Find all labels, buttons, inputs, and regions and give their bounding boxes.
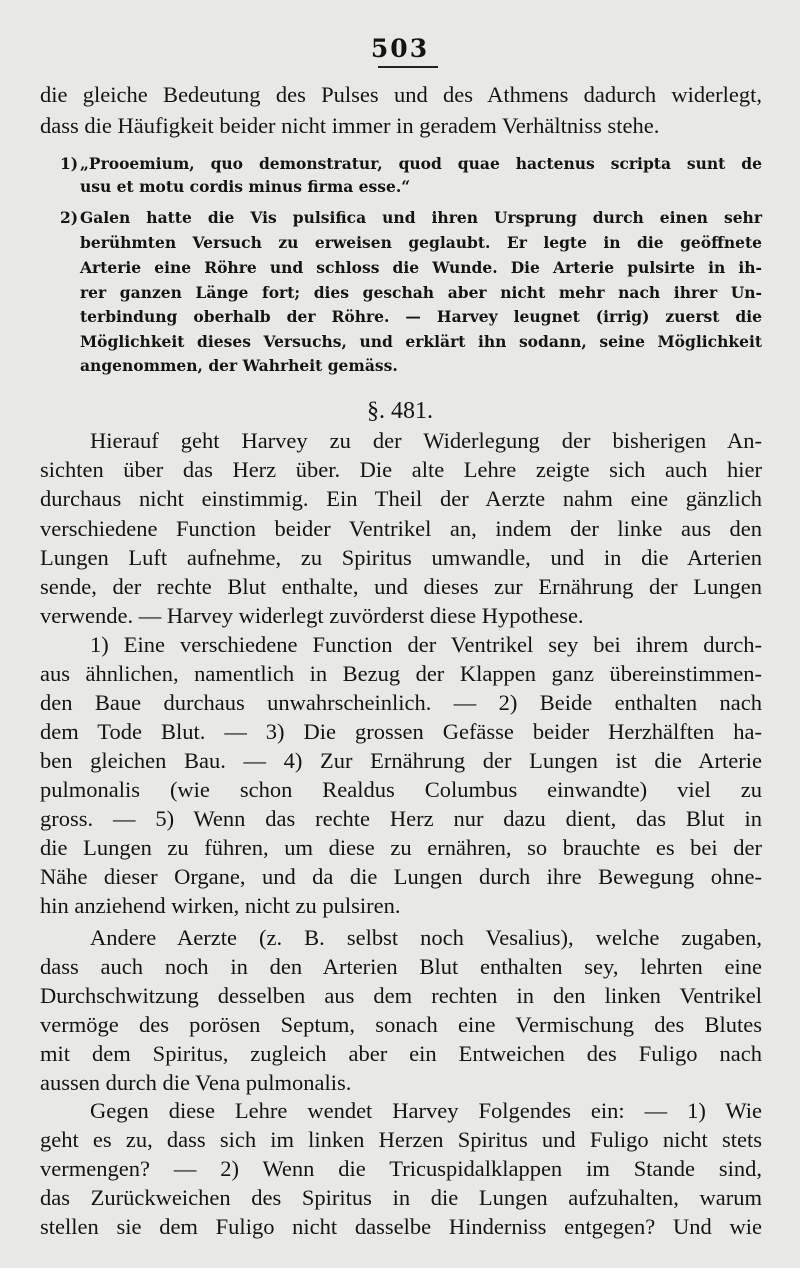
footnote-line: Galen hatte die Vis pulsifica und ihren Ursprung durch einen sehr: [80, 208, 762, 227]
footnote-line: berühmten Versuch zu erweisen geglaubt. Er legte in die geöffnete: [80, 233, 762, 252]
footnote-line: rer ganzen Länge fort; dies geschah aber nicht mehr nach ihrer Un-: [80, 283, 762, 302]
text-line: durchaus nicht einstimmig. Ein Theil der Aerzte nahm eine gänzlich: [40, 486, 762, 511]
text-line: dass auch noch in den Arterien Blut enthalten sey, lehrten eine: [40, 954, 762, 979]
text-line: Hierauf geht Harvey zu der Widerlegung der bisherigen An-: [90, 428, 762, 453]
text-line: geht es zu, dass sich im linken Herzen Spiritus und Fuligo nicht stets: [40, 1127, 762, 1152]
text-line: vermengen? — 2) Wenn die Tricuspidalklappen im Stande sind,: [40, 1156, 762, 1181]
text-line: die Lungen zu führen, um diese zu ernähren, so brauchte es bei der: [40, 835, 762, 860]
text-line: aus ähnlichen, namentlich in Bezug der Klappen ganz übereinstimmen-: [40, 661, 762, 686]
footnote-1-number: 1): [60, 154, 79, 173]
footnote-line: Möglichkeit dieses Versuchs, und erklärt ihn sodann, seine Möglichkeit: [80, 332, 762, 351]
text-line: ben gleichen Bau. — 4) Zur Ernährung der Lungen ist die Arterie: [40, 748, 762, 773]
footnote-line: „Prooemium, quo demonstratur, quod quae hactenus scripta sunt de: [80, 154, 762, 173]
footnote-line: terbindung oberhalb der Röhre. — Harvey leugnet (irrig) zuerst die: [80, 307, 762, 326]
text-line: die gleiche Bedeutung des Pulses und des Athmens dadurch widerlegt,: [40, 82, 762, 107]
text-line: das Zurückweichen des Spiritus in die Lungen aufzuhalten, warum: [40, 1185, 762, 1210]
page-number: 503: [370, 34, 430, 63]
footnote-2-number: 2): [60, 208, 79, 227]
text-line: den Baue durchaus unwahrscheinlich. — 2) Beide enthalten nach: [40, 690, 762, 715]
text-line: sichten über das Herz über. Die alte Lehre zeigte sich auch hier: [40, 457, 762, 482]
text-line: dass die Häufigkeit beider nicht immer in geradem Verhältniss stehe.: [40, 113, 660, 138]
text-line: pulmonalis (wie schon Realdus Columbus einwandte) viel zu: [40, 777, 762, 802]
text-line: gross. — 5) Wenn das rechte Herz nur dazu dient, das Blut in: [40, 806, 762, 831]
text-line: dem Tode Blut. — 3) Die grossen Gefässe beider Herzhälften ha-: [40, 719, 762, 744]
text-line: hin anziehend wirken, nicht zu pulsiren.: [40, 893, 401, 918]
footnote-line: angenommen, der Wahrheit gemäss.: [80, 356, 398, 375]
text-line: 1) Eine verschiedene Function der Ventrikel sey bei ihrem durch-: [90, 632, 762, 657]
text-line: Lungen Luft aufnehme, zu Spiritus umwandle, und in die Arterien: [40, 545, 762, 570]
text-line: aussen durch die Vena pulmonalis.: [40, 1070, 352, 1095]
text-line: vermöge des porösen Septum, sonach eine Vermischung des Blutes: [40, 1012, 762, 1037]
text-line: verschiedene Function beider Ventrikel an, indem der linke aus den: [40, 516, 762, 541]
text-line: Andere Aerzte (z. B. selbst noch Vesalius), welche zugaben,: [90, 925, 762, 950]
text-line: verwende. — Harvey widerlegt zuvörderst diese Hypothese.: [40, 603, 584, 628]
text-line: mit dem Spiritus, zugleich aber ein Entweichen des Fuligo nach: [40, 1041, 762, 1066]
header-rule: [378, 66, 438, 68]
text-line: stellen sie dem Fuligo nicht dasselbe Hinderniss entgegen? Und wie: [40, 1214, 762, 1239]
text-line: Nähe dieser Organe, und da die Lungen durch ihre Bewegung ohne-: [40, 864, 762, 889]
section-heading: §. 481.: [367, 398, 433, 424]
text-line: sende, der rechte Blut enthalte, und dieses zur Ernährung der Lungen: [40, 574, 762, 599]
text-line: Gegen diese Lehre wendet Harvey Folgendes ein: — 1) Wie: [90, 1098, 762, 1123]
footnote-line: Arterie eine Röhre und schloss die Wunde. Die Arterie pulsirte in ih-: [80, 258, 762, 277]
footnote-line: usu et motu cordis minus firma esse.“: [80, 177, 411, 196]
text-line: Durchschwitzung desselben aus dem rechten in den linken Ventrikel: [40, 983, 762, 1008]
